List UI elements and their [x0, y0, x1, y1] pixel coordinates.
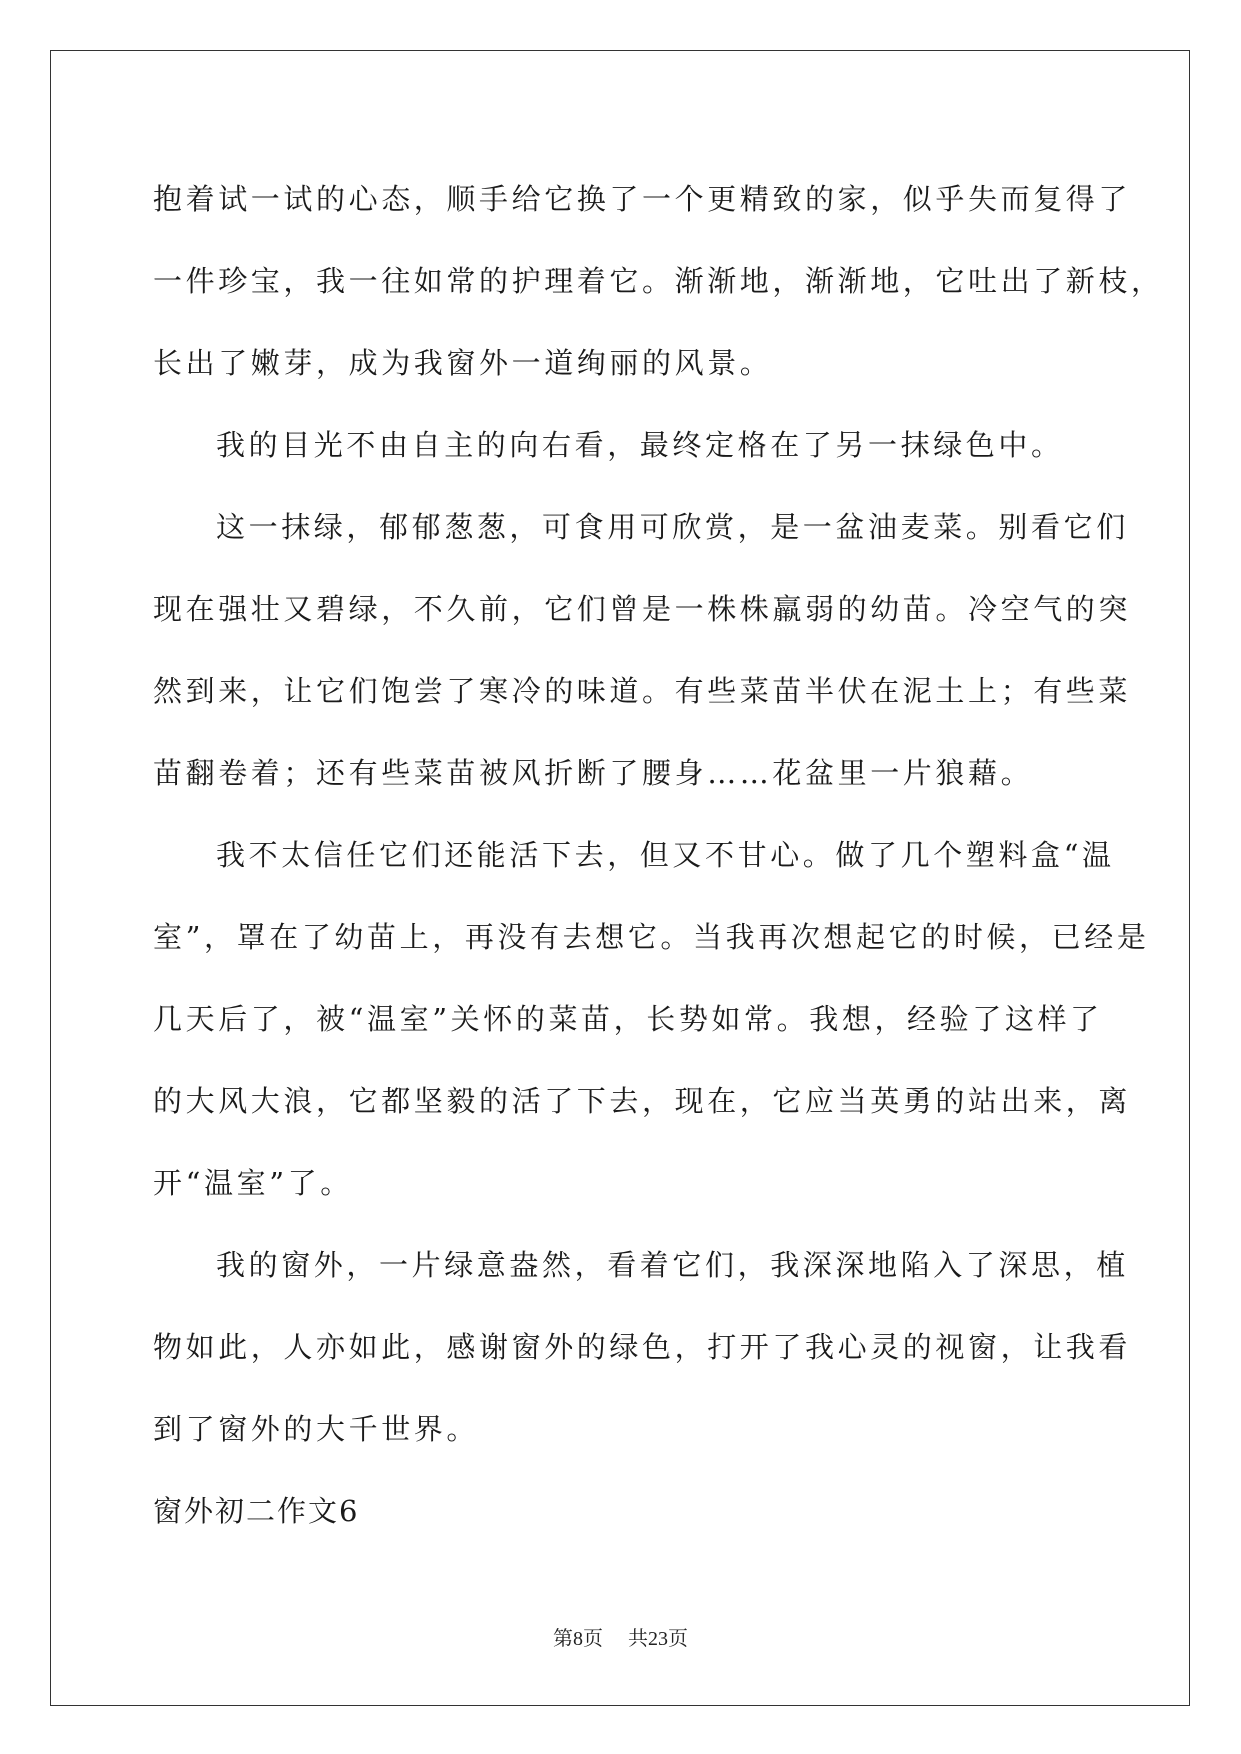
text-line: 我的窗外，一片绿意盎然，看着它们，我深深地陷入了深思，植 [216, 1248, 1129, 1282]
text-line: 一件珍宝，我一往如常的护理着它。渐渐地，渐渐地，它吐出了新枝， [153, 264, 1164, 298]
document-body [153, 158, 1164, 1552]
text-line: 几天后了，被“温室”关怀的菜苗，长势如常。我想，经验了这样了 [153, 1002, 1103, 1036]
text-line: 长出了嫩芽，成为我窗外一道绚丽的风景。 [153, 346, 773, 380]
text-line: 苗翻卷着；还有些菜苗被风折断了腰身……花盆里一片狼藉。 [153, 756, 1034, 790]
text-line: 物如此，人亦如此，感谢窗外的绿色，打开了我心灵的视窗，让我看 [153, 1330, 1132, 1364]
page-number: 第8页 [553, 1628, 603, 1650]
text-line: 现在强壮又碧绿，不久前，它们曾是一株株羸弱的幼苗。冷空气的突 [153, 592, 1132, 626]
text-line: 到了窗外的大千世界。 [153, 1412, 480, 1446]
page-footer [0, 1622, 1241, 1651]
text-line: 这一抹绿，郁郁葱葱，可食用可欣赏，是一盆油麦菜。别看它们 [216, 510, 1129, 544]
text-line: 室”，罩在了幼苗上，再没有去想它。当我再次想起它的时候，已经是 [153, 920, 1150, 954]
text-line: 开“温室”了。 [153, 1166, 353, 1200]
text-line: 的大风大浪，它都坚毅的活了下去，现在，它应当英勇的站出来，离 [153, 1084, 1132, 1118]
section-heading: 窗外初二作文6 [153, 1494, 360, 1528]
page-total: 共23页 [628, 1628, 688, 1650]
text-line: 我的目光不由自主的向右看，最终定格在了另一抹绿色中。 [216, 428, 1064, 462]
text-line: 我不太信任它们还能活下去，但又不甘心。做了几个塑料盒“温 [216, 838, 1115, 872]
text-line: 抱着试一试的心态，顺手给它换了一个更精致的家，似乎失而复得了 [153, 182, 1132, 216]
text-line: 然到来，让它们饱尝了寒冷的味道。有些菜苗半伏在泥土上；有些菜 [153, 674, 1132, 708]
